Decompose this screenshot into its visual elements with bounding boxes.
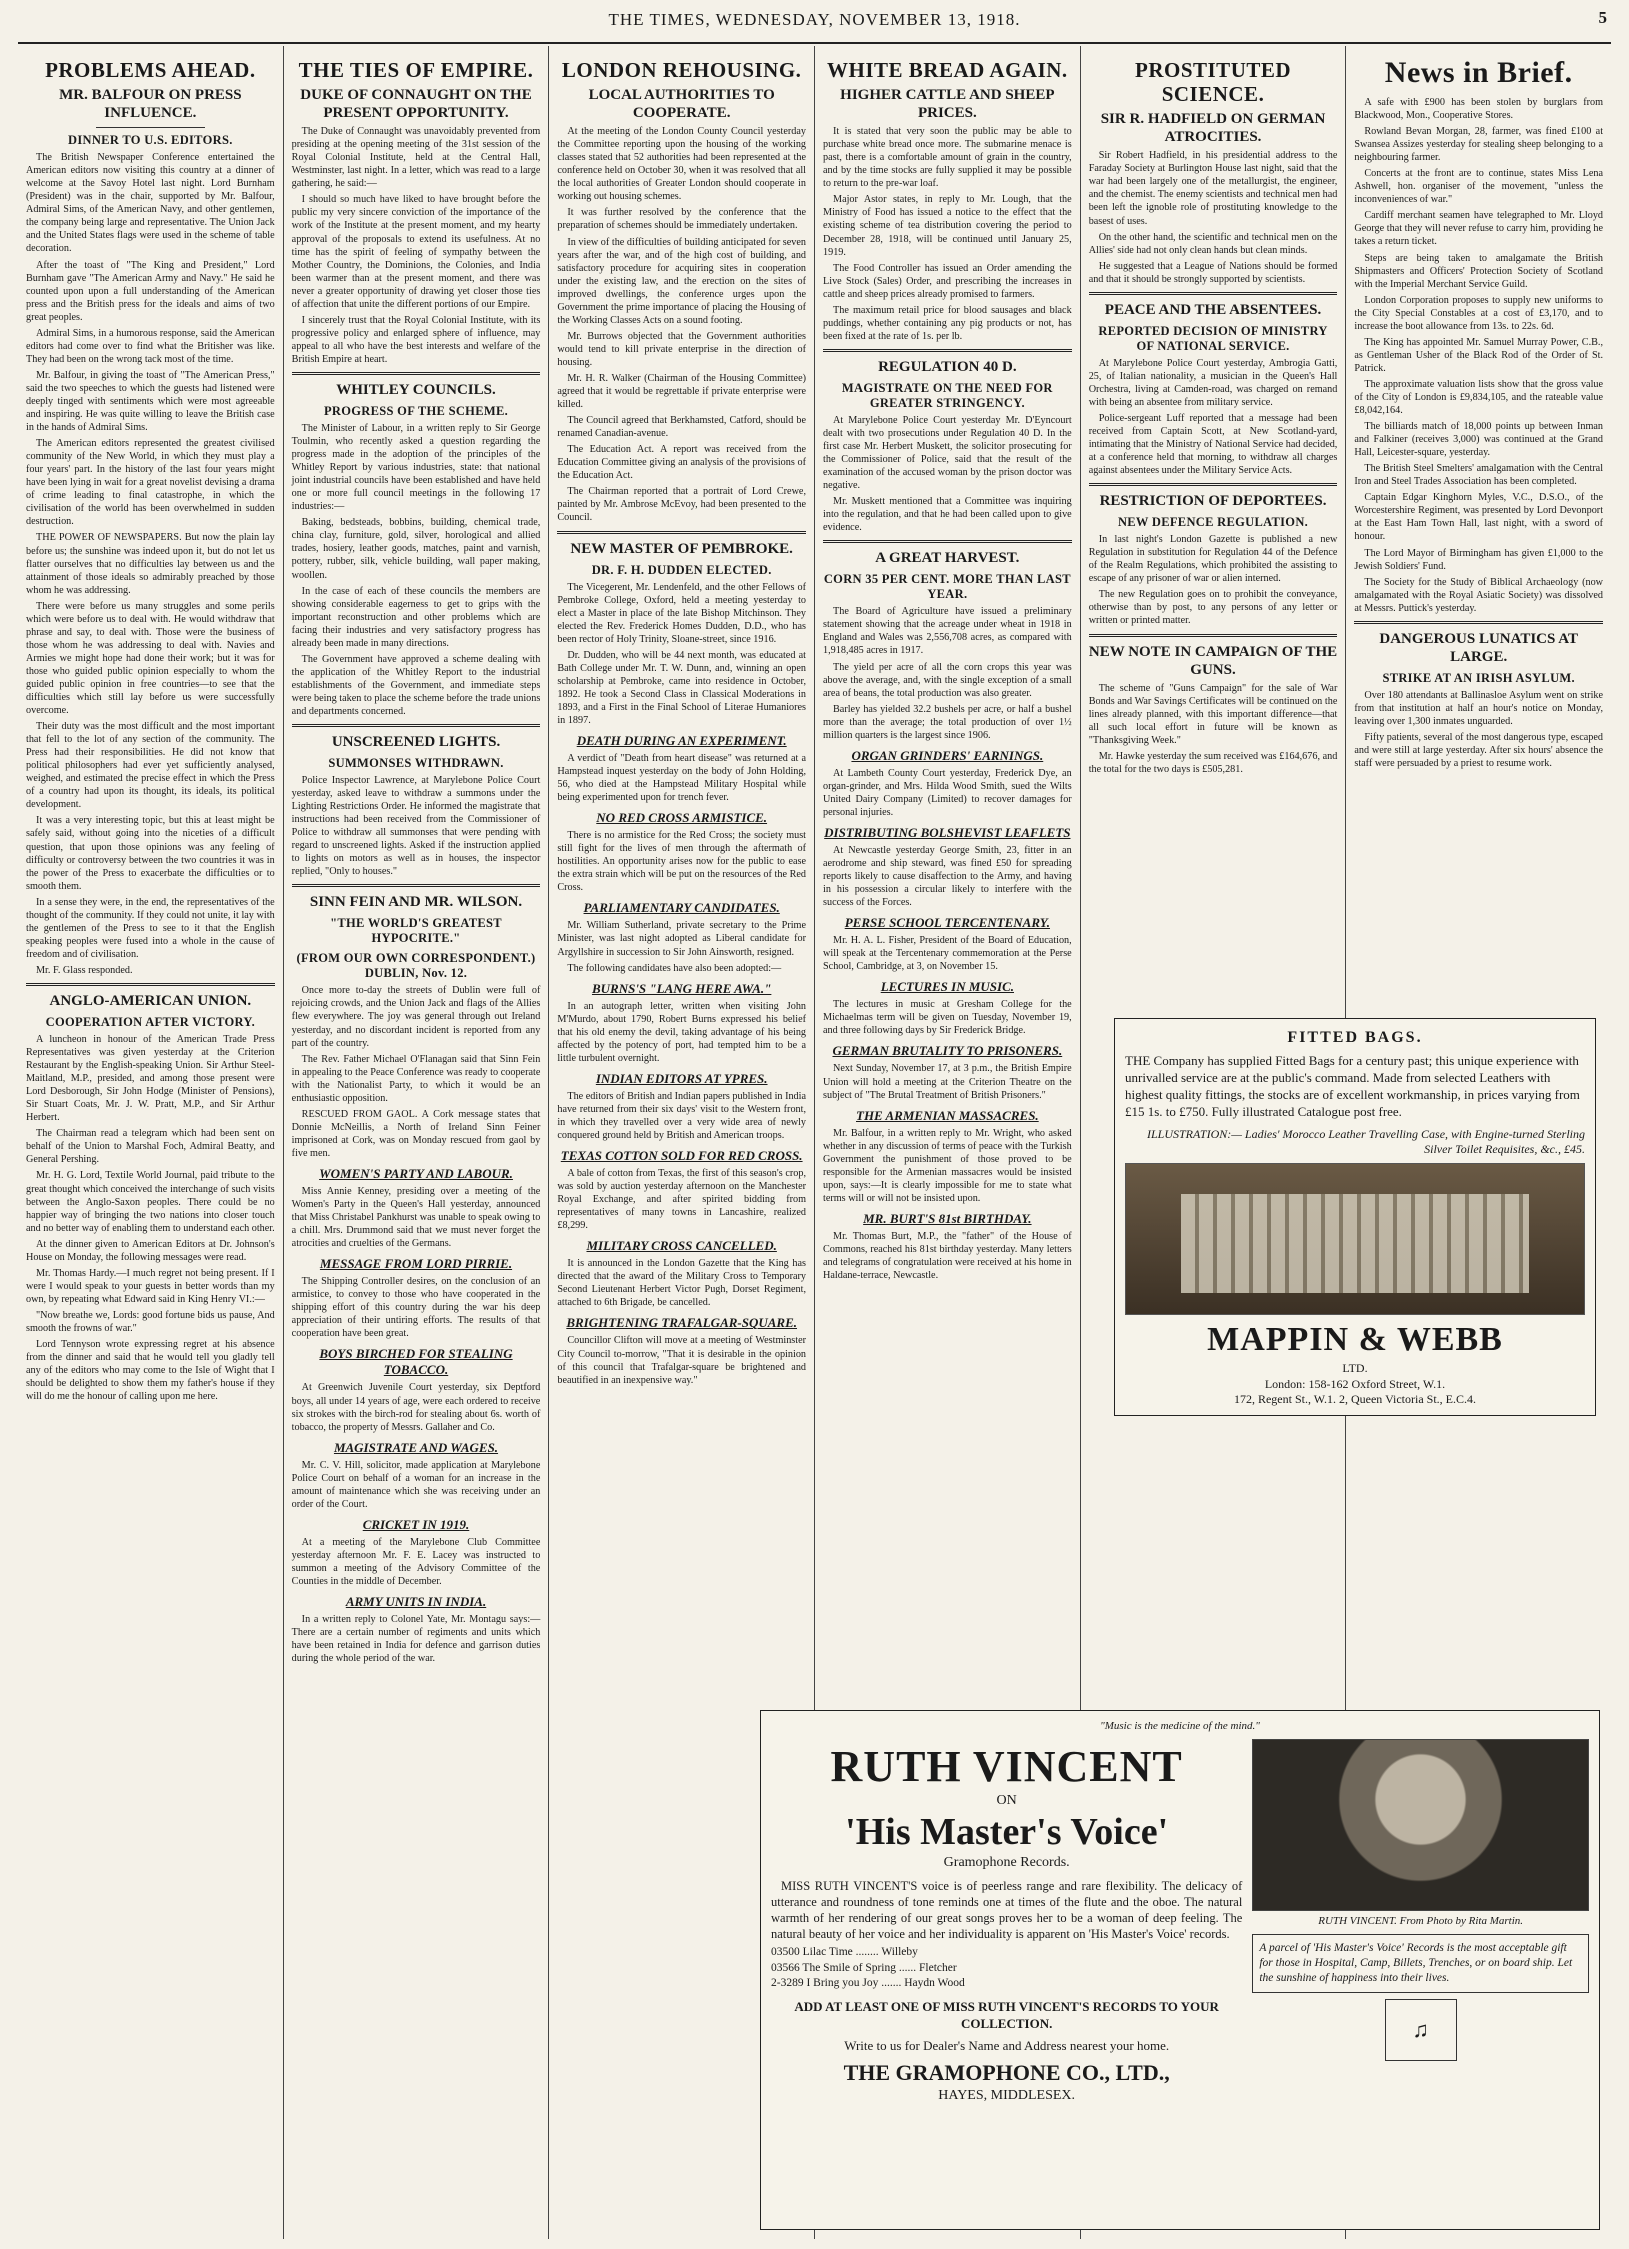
section-headline: THE ARMENIAN MASSACRES. [856, 1107, 1039, 1123]
section-headline: A GREAT HARVEST. [875, 550, 1020, 567]
section-headline: ARMY UNITS IN INDIA. [345, 1594, 487, 1610]
section-headline: NEW NOTE IN CAMPAIGN OF THE GUNS. [1088, 643, 1338, 678]
brief-item: Cardiff merchant seamen have telegraphed to Mr. Lloyd George that they will never refuse to carry him, providing he takes a return ticket. [1354, 210, 1604, 248]
paragraph: Councillor Clifton will move at a meeting of Westminster City Council to-morrow, "That it is desirable in the opinion of this council that Trafalgar-square be brightened and beautified in an inexpensive way." [557, 1335, 807, 1386]
paragraph: In a sense they were, in the end, the representatives of the thought of the community. If they could not unite, it lay with the gentlemen of the Press to see to it that the English speaking peoples were fused into a whole in the cause of freedom and of civilisation. [26, 896, 275, 960]
section-headline: PERSE SCHOOL TERCENTENARY. [844, 915, 1050, 931]
ad-lead: THE Company has supplied Fitted Bags for a century past; this unique experience with unrivalled service are at the public's command. Made from selected Leathers with highest quality fittings, the stocks are of excellent workmanship, in prices varying from £15 1s. to £750. Fully illustrated Catalogue post free. [1125, 1053, 1580, 1119]
paragraph: Barley has yielded 32.2 bushels per acre, or half a bushel more than the average; the total production of over 1½ million quarters is the largest since 1906. [823, 703, 1072, 741]
paragraph: Miss Annie Kenney, presiding over a meeting of the Women's Party in the Queen's Hall yesterday, announced that Miss Christabel Pankhurst was unable to speak owing to a chill. Mrs. Drummond said that we must never forget the atrocities and cruelties of the Germans. [291, 1186, 541, 1250]
section-headline: BURNS'S "LANG HERE AWA." [591, 980, 772, 996]
divider [292, 724, 541, 727]
record-item: 2-3289 I Bring you Joy ....... Haydn Wood [771, 1977, 965, 1990]
address-line: London: 158-162 Oxford Street, W.1. [1264, 1376, 1446, 1391]
section-headline: WHITLEY COUNCILS. [336, 381, 496, 398]
brand-name: MAPPIN & WEBB [1207, 1321, 1503, 1359]
paragraph: Their duty was the most difficult and the most important that fell to the lot of any section of the community. The Press had their responsibilities. He did not know that political philosophers had ever yet sufficiently analysed, weighed, and estimated the precise effect in which the Press of a country had upon its thought, its ideals, its political development. [26, 721, 275, 811]
paragraph: The editors of British and Indian papers published in India have returned from their six days' visit to the Western front, in which they travelled over a very wide area of newly conquered ground held by British and American troops. [557, 1090, 807, 1141]
divider [823, 540, 1072, 543]
paragraph: It was further resolved by the conference that the preparation of schemes should be immediately undertaken. [557, 207, 807, 232]
paragraph: Fifty patients, several of the most dangerous type, escaped and were still at large yesterday. After six hours' absence the staff were persuaded by a priest to resume work. [1354, 731, 1604, 769]
brief-item: London Corporation proposes to supply new uniforms to the City Special Constables at a cost of £3,170, and to increase the boot allowance from 13s. to 22s. 6d. [1354, 294, 1604, 332]
divider [1089, 483, 1338, 486]
section-deck: MAGISTRATE ON THE NEED FOR GREATER STRINGENCY. [841, 380, 1053, 410]
section-headline: PARLIAMENTARY CANDIDATES. [583, 900, 780, 916]
paragraph: At Newcastle yesterday George Smith, 23, fitter in an aerodrome and ship steward, was fined £50 for spreading reports likely to cause disaffection to the Army, and having in his possession a circular likely to interfere with the success of the Forces. [823, 844, 1072, 909]
paragraph: In view of the difficulties of building anticipated for seven years after the war, and of the high cost of building, and satisfactory procedure for acquiring sites in cooperation under the existing law, and the erection on the sites of improved dwellings, the conference urges upon the Government the prime importance of placing the Housing of the Working Classes Acts on a sound footing. [557, 236, 807, 326]
paragraph: At Marylebone Police Court yesterday Mr. D'Eyncourt dealt with two prosecutions under Regulation 40 D. In the first case Mr. Herbert Muskett, the solicitor prosecuting for the Commissioner of Police, said that the result of the examination of the accused woman by the prison doctor was negative. [823, 414, 1072, 492]
paragraph: The Council agreed that Berkhamsted, Catford, should be renamed Canadian-avenue. [557, 415, 807, 440]
column-1 [18, 46, 284, 2239]
ad-description: MISS RUTH VINCENT'S voice is of peerless range and rare flexibility. The delicacy of utterance and roundness of tone reminds one at times of the flute and the oboe. The natural warmth of her rendering of our great songs proves her to be a woman of deep feeling. The natural beauty of her voice and her individuality is apparent on 'His Master's Voice' records. [771, 1878, 1243, 1941]
section-deck: PROGRESS OF THE SCHEME. [323, 403, 509, 418]
paragraph: I should so much have liked to have brought before the public my very sincere conviction of the importance of the work of the Institute at the present moment, and my hearty approval of the proposals to extend its usefulness. At no time has the spirit of feeling of sympathy between the Mother Country, the Dominions, the Colonies, and India been warmer than at the present moment, and there was never a greater opportunity of drawing yet closer those ties of affection that unite the different portions of our Empire. [291, 194, 541, 310]
paragraph: The scheme of "Guns Campaign" for the sale of War Bonds and War Savings Certificates will be continued on the lines already planned, with this important difference—that all such local effort in future will be known as "Thanksgiving Week." [1088, 682, 1338, 746]
brand-ltd: LTD. [1342, 1361, 1368, 1376]
paragraph: The Duke of Connaught was unavoidably prevented from presiding at the opening meeting of the 31st session of the Royal Colonial Institute, held at the Central Hall, Westminster, last night. In a letter, which was read to a large gathering, he said:— [291, 126, 541, 190]
ad-motto: "Music is the medicine of the mind." [1100, 1720, 1260, 1732]
ruth-vincent-ad [760, 1710, 1600, 2230]
divider [292, 372, 541, 375]
brief-item: Concerts at the front are to continue, states Miss Lena Ashwell, hon. organiser of the movement, "unless the inconveniences of war." [1354, 168, 1604, 206]
mappin-webb-ad [1114, 1018, 1596, 1416]
paragraph: Mr. F. Glass responded. [36, 964, 133, 976]
section-deck: NEW DEFENCE REGULATION. [1117, 515, 1309, 530]
page-number: 5 [1598, 8, 1607, 27]
paragraph: It was a very interesting topic, but this at least might be safely said, without going into the niceties of a difficult question, that upon those opinions was any feeling of difficulty or controversy between the two countries it was in the power of the Press to exacerbate the difficulties or to smooth them. [26, 815, 275, 892]
paragraph: Sir Robert Hadfield, in his presidential address to the Faraday Society at Burlington House last night, said that the war had been largely one of the metallurgist, the engineer, and the chemist. The enemy scientists and technical men had been left the ignoble role of prostituting knowledge to the basest of uses. [1088, 150, 1338, 227]
section-headline: REGULATION 40 D. [878, 358, 1017, 375]
paragraph: Mr. Thomas Burt, M.P., the "father" of the House of Commons, reached his 81st birthday yesterday. Many letters and telegrams of congratulation were received at his home in Haldane-terrace, Newcastle. [823, 1230, 1072, 1282]
section-headline: MR. BURT'S 81st BIRTHDAY. [863, 1210, 1032, 1226]
section-headline: BOYS BIRCHED FOR STEALING TOBACCO. [319, 1346, 513, 1378]
brief-item: The Lord Mayor of Birmingham has given £1,000 to the Jewish Soldiers' Fund. [1354, 547, 1604, 572]
paragraph: Mr. Hawke yesterday the sum received was £164,676, and the total for the two days is £505,281. [1088, 750, 1338, 775]
artist-name: RUTH VINCENT [830, 1742, 1183, 1792]
section-headline: MESSAGE FROM LORD PIRRIE. [319, 1256, 513, 1272]
hmv-ad-area [760, 1710, 1600, 2230]
paragraph: There were before us many struggles and some perils which were before us to deal with. He would withdraw that phrase and say, to deal with. Those were the business of those whom he was addressing to deal with. Navies and Armies we might hope had done their work; but it was for those who guided public opinion especially to whom the guided public opinion in free countries—to see that the difficulties which still lay before us were successfully overcome. [26, 600, 275, 717]
paragraph: The yield per acre of all the corn crops this year was above the average, and, with the single exception of a small area of beans, the total production was also greater. [823, 661, 1072, 699]
masthead-title: THE TIMES, WEDNESDAY, NOVEMBER 13, 1918. [608, 10, 1021, 29]
paragraph: There is no armistice for the Red Cross; the society must still fight for the lives of men through the aftermath of hostilities. An opportunity arises now for the public to ease the extra strain which will be put on the resources of the Red Cross. [557, 830, 807, 894]
section-headline: BRIGHTENING TRAFALGAR-SQUARE. [566, 1315, 798, 1331]
paragraph: RESCUED FROM GAOL. A Cork message states that Donnie McNeillis, a North of Ireland Sinn Feiner imprisoned at Cork, was on Monday rescued from gaol by five men. [291, 1108, 541, 1159]
dateline: (FROM OUR OWN CORRESPONDENT.) DUBLIN, Nov. 12. [296, 951, 536, 981]
ad-area [1110, 1008, 1600, 1416]
company-address: HAYES, MIDDLESEX. [938, 2088, 1076, 2104]
paragraph: Dr. Dudden, who will be 44 next month, was educated at Bath College under Mr. T. W. Dunn, and, winning an open scholarship at Pembroke, came into residence in October, 1892. He took a Second Class in Classical Moderations in 1893, and a First in the Final School of Literae Humaniores in 1897. [557, 649, 807, 726]
news-in-brief-title: News in Brief. [1384, 56, 1573, 89]
section-deck: SUMMONSES WITHDRAWN. [328, 756, 504, 771]
section-headline: WOMEN'S PARTY AND LABOUR. [319, 1166, 513, 1181]
column-2 [284, 46, 550, 2239]
paragraph: The Minister of Labour, in a written reply to Sir George Toulmin, who recently asked a question regarding the progress made in the adoption of the principles of the Whitley Report by various industries, state: that national joint industrial councils have been established and have held one or more full council meetings in the following 17 industries:— [291, 422, 541, 513]
divider [1354, 621, 1603, 624]
paragraph: The Chairman read a telegram which had been sent on behalf of the Union to Marshal Foch, Admiral Beatty, and General Pershing. [26, 1128, 275, 1166]
brief-item: The King has appointed Mr. Samuel Murray Power, C.B., as Gentleman Usher of the Black Rod of the Order of St. Patrick. [1354, 336, 1604, 374]
paragraph: Next Sunday, November 17, at 3 p.m., the British Empire Union will hold a meeting at the Criterion Theatre on the subject of "The Brutal Treatment of British Prisoners." [823, 1063, 1072, 1101]
paragraph: "Now breathe we, Lords: good fortune bids us pause, And smooth the frowns of war." [26, 1309, 275, 1334]
paragraph: Mr. H. G. Lord, Textile World Journal, paid tribute to the great thought which conceived the interchange of such visits between the Anglo-Saxon peoples. There could be no happier way of bringing the two nations into closer touch and no better way of enabling them to understand each other. [26, 1170, 275, 1234]
ad-illustration-caption: ILLUSTRATION:— Ladies' Morocco Leather Travelling Case, with Engine-turned Sterling Silver Toilet Requisites, &c., £45. [1147, 1126, 1585, 1156]
section-deck: STRIKE AT AN IRISH ASYLUM. [1382, 670, 1575, 685]
divider [557, 531, 806, 534]
paragraph: At Greenwich Juvenile Court yesterday, six Deptford boys, all under 14 years of age, were each ordered to receive six strokes with the birch-rod for stealing about 6s. worth of tobacco, the property of Messrs. Gallaher and Co. [291, 1382, 541, 1433]
section-headline: GERMAN BRUTALITY TO PRISONERS. [832, 1043, 1063, 1059]
section-deck: DR. F. H. DUDDEN ELECTED. [591, 562, 772, 577]
divider [26, 983, 275, 986]
paragraph: The maximum retail price for blood sausages and black puddings, whether containing any pig products or not, has been fixed at the rate of 1s. per lb. [823, 304, 1072, 342]
divider [1089, 292, 1338, 295]
brief-item: The approximate valuation lists show that the gross value of the City of London is £9,834,105, and the rateable value £8,042,164. [1354, 378, 1604, 417]
artist-portrait [1252, 1739, 1589, 1911]
paragraph: In last night's London Gazette is published a new Regulation in substitution for Regulation 44 of the Defence of the Realm Regulations, which prohibited the assisting to escape of any prisoner of war or alien interned. [1088, 534, 1338, 585]
paragraph: Mr. Muskett mentioned that a Committee was inquiring into the regulation, and that he had been called upon to give evidence. [823, 496, 1072, 534]
paragraph: A luncheon in honour of the American Trade Press Representatives was given yesterday at the Criterion Restaurant by the English-speaking Union. Sir Arthur Steel-Maitland, M.P., presided, and among those present were Lord Desborough, Sir John Hodge (Minister of Pensions), Sir Stuart Coats, Mr. J. W. Pratt, M.P., and Sir Arthur Herbert. [26, 1034, 275, 1124]
paragraph: The Government have approved a scheme dealing with the application of the Whitley Report to the industrial establishments of the Government, and immediate steps were being taken to place the scheme before the trade unions and departments concerned. [291, 653, 541, 717]
paragraph: At Marylebone Police Court yesterday, Ambrogia Gatti, 25, of Italian nationality, a musician in the Queen's Hall Orchestra, living at Camden-road, was charged on remand with being an absentee from military service. [1088, 357, 1338, 408]
paragraph: It is announced in the London Gazette that the King has directed that the award of the Military Cross to Temporary Second Lieutenant Herbert Victor Pugh, Dorset Regiment, attached to 6th Brigade, be cancelled. [557, 1258, 807, 1309]
paragraph: Police-sergeant Luff reported that a message had been received from Captain Scott, at New Scotland-yard, intimating that the Ministry of National Service had decided, at a conference held that morning, to withdraw all charges against absentees under the Military Service Acts. [1088, 412, 1338, 477]
paragraph: It is stated that very soon the public may be able to purchase white bread once more. The submarine menace is past, there is a comfortable amount of grain in the country, and by the time stocks are fully supplied it may be possible to return to the pre-war loaf. [823, 126, 1072, 190]
ad-gramophone: Gramophone Records. [943, 1854, 1070, 1870]
paragraph: At the meeting of the London County Council yesterday the Committee reporting upon the housing of the working classes stated that 52 authorities had been represented at the conference held on October 30, when it was resolved that all the local authorities of Greater London should cooperate in working out housing schemes. [557, 126, 807, 203]
paragraph: At a meeting of the Marylebone Club Committee yesterday afternoon Mr. F. E. Lacey was instructed to summon a meeting of the Advisory Committee of the Counties in the middle of December. [291, 1536, 541, 1587]
masthead [18, 0, 1611, 44]
paragraph: The American editors represented the greatest civilised community of the New World, in which they must play a four years' part. In the history of the last four years might have been lying in wait for a great novelist devising a drama of crime leading to final catastrophe, in which the civilisation of the world has been overwhelmed in sudden destruction. [26, 438, 275, 528]
paragraph: Major Astor states, in reply to Mr. Lough, that the Ministry of Food has issued a notice to the effect that the existing scheme of tea distribution covering the period to December 28, 1918, will be continued until January 25, 1919. [823, 194, 1072, 258]
section-headline: MILITARY CROSS CANCELLED. [586, 1238, 777, 1254]
headline: THE TIES OF EMPIRE. [298, 58, 534, 82]
travelling-case-illustration [1125, 1163, 1585, 1315]
photo-caption: RUTH VINCENT. From Photo by Rita Martin. [1318, 1915, 1524, 1928]
divider [96, 127, 205, 128]
paragraph: Over 180 attendants at Ballinasloe Asylum went on strike from that institution at half an hour's notice on Monday, leaving over 1,300 inmates unguarded. [1354, 689, 1604, 727]
gift-note: A parcel of 'His Master's Voice' Records is the most acceptable gift for those in Hospital, Camp, Billets, Trenches, or on board ship. Let the sunshine of happiness into their lives. [1252, 1934, 1589, 1993]
deck: MR. BALFOUR ON PRESS INFLUENCE. [59, 87, 242, 122]
ad-text-block [771, 1739, 1242, 2105]
brief-item: Steps are being taken to amalgamate the British Shipmasters and Officers' Protection Society of Scotland with the Imperial Merchant Service Guild. [1354, 252, 1604, 290]
section-headline: PEACE AND THE ABSENTEES. [1104, 301, 1322, 318]
section-headline: CRICKET IN 1919. [362, 1516, 470, 1532]
paragraph: Mr. Burrows objected that the Government authorities would tend to kill private enterprise in the direction of housing. [557, 330, 807, 368]
brief-item: The Society for the Study of Biblical Archaeology (now amalgamated with the Royal Asiatic Society) was dissolved at Messrs. Puttick's yesterday. [1354, 576, 1604, 614]
paragraph: The British Newspaper Conference entertained the American editors now visiting this country at a dinner of welcome at the Savoy Hotel last night. Lord Burnham (President) was in the chair, supported by Mr. Balfour, Admiral Sims, of the American Navy, and other gentlemen, the company being large and representative. The Union Jack and the United States flags were used in the scheme of table decoration. [26, 152, 275, 255]
paragraph: The new Regulation goes on to prohibit the conveyance, otherwise than by post, to any persons of any letter or written or printed matter. [1088, 589, 1338, 627]
divider [1089, 634, 1338, 637]
ad-side [1252, 1739, 1589, 2105]
ad-write: Write to us for Dealer's Name and Address nearest your home. [844, 2038, 1170, 2054]
paragraph: Baking, bedsteads, bobbins, building, chemical trade, china clay, furniture, gold, silver, horological and allied trades, hosiery, leather goods, matches, paint and varnish, pottery, rubber, silk, vehicle building, wall paper making, woollen. [291, 517, 541, 581]
hmv-title: 'His Master's Voice' [845, 1810, 1169, 1853]
record-item: 03566 The Smile of Spring ...... Fletcher [771, 1961, 957, 1974]
section-deck: CORN 35 PER CENT. MORE THAN LAST YEAR. [823, 572, 1071, 602]
section-headline: NEW MASTER OF PEMBROKE. [570, 540, 793, 557]
section-deck: COOPERATION AFTER VICTORY. [45, 1015, 256, 1029]
brief-item: The billiards match of 18,000 points up between Inman and Falkiner (receives 3,000) was continued at the Grand Hall, Leicester-square, yesterday. [1354, 421, 1604, 459]
paragraph: Police Inspector Lawrence, at Marylebone Police Court yesterday, asked leave to withdraw a summons under the Lighting Restrictions Order. He informed the magistrate that instructions had been received from the Commissioner of Police to withdraw all summonses that were pending with regard to unscreened lights. Asked if the instruction applied to lights on motors as well as in houses, the inspector replied, "Only to houses." [291, 775, 541, 878]
paragraph: At Lambeth County Court yesterday, Frederick Dye, an organ-grinder, and Mrs. Hilda Wood Smith, sued the Wilts United Dairy Company (Limited) to recover damages for personal injuries. [823, 767, 1072, 818]
subhead: DINNER TO U.S. EDITORS. [68, 133, 233, 148]
record-item: 03500 Lilac Time ........ Willeby [771, 1945, 918, 1958]
section-headline: ANGLO-AMERICAN UNION. [49, 993, 252, 1009]
headline: PROBLEMS AHEAD. [45, 58, 256, 82]
paragraph: Admiral Sims, in a humorous response, said the American editors had come over to find what the Britisher was like. They had been on the wrong tack most of the time. [26, 327, 275, 365]
section-headline: RESTRICTION OF DEPORTEES. [1099, 493, 1327, 510]
deck: DUKE OF CONNAUGHT ON THE PRESENT OPPORTUNITY. [300, 87, 532, 122]
paragraph: A bale of cotton from Texas, the first of this season's crop, was sold by auction yesterday afternoon on the Manchester Royal Exchange, and after spirited bidding from representatives of many towns in Lancashire, realized £8,299. [557, 1168, 807, 1232]
address-line: 172, Regent St., W.1. 2, Queen Victoria St., E.C.4. [1233, 1392, 1477, 1406]
his-masters-voice-logo-icon: ♫ [1385, 1999, 1457, 2061]
section-headline: DISTRIBUTING BOLSHEVIST LEAFLETS [824, 824, 1071, 840]
paragraph: In a written reply to Colonel Yate, Mr. Montagu says:—There are a certain number of regiments and units which have been retained in India for defence and garrison duties during the whole period of the war. [291, 1614, 541, 1665]
ad-cta: ADD AT LEAST ONE OF MISS RUTH VINCENT'S RECORDS TO YOUR COLLECTION. [794, 1999, 1219, 2031]
paragraph: At the dinner given to American Editors at Dr. Johnson's House on Monday, the following messages were read. [26, 1238, 275, 1263]
paragraph: The Education Act. A report was received from the Education Committee giving an analysis of the provisions of the Education Act. [557, 444, 807, 482]
ad-body [771, 1739, 1589, 2105]
paragraph: He suggested that a League of Nations should be formed and that it should be strongly supported by scientists. [1088, 260, 1338, 285]
deck: SIR R. HADFIELD ON GERMAN ATROCITIES. [1100, 111, 1326, 146]
divider [823, 349, 1072, 352]
deck: LOCAL AUTHORITIES TO COOPERATE. [588, 87, 775, 122]
section-headline: SINN FEIN AND MR. WILSON. [309, 894, 523, 911]
headline: LONDON REHOUSING. [561, 58, 802, 82]
paragraph: Mr. H. A. L. Fisher, President of the Board of Education, will speak at the Tercentenary commemoration at the Perse School, Cambridge, at 3, on November 15. [823, 935, 1072, 973]
paragraph: The Rev. Father Michael O'Flanagan said that Sinn Fein in appealing to the Peace Conference was ready to cooperate with the Nationalist Party, to which it would be an enthusiastic opposition. [291, 1053, 541, 1104]
paragraph: A verdict of "Death from heart disease" was returned at a Hampstead inquest yesterday on the body of John Holding, 56, who died at the Hampstead Military Hospital while being experimented upon for trench fever. [557, 753, 807, 804]
section-headline: DANGEROUS LUNATICS AT LARGE. [1379, 630, 1579, 665]
paragraph: After the toast of "The King and President," Lord Burnham gave "The American Army and Navy." He said he counted upon upon a full understanding of the American press and the British press for the ideals and aims of two great peoples. [26, 259, 275, 323]
paragraph: On the other hand, the scientific and technical men on the Allies' side had not only clean hands but clean minds. [1088, 231, 1338, 256]
deck: HIGHER CATTLE AND SHEEP PRICES. [840, 87, 1055, 122]
paragraph: Mr. H. R. Walker (Chairman of the Housing Committee) agreed that it would be regrettable if private enterprise were killed. [557, 372, 807, 411]
section-headline: UNSCREENED LIGHTS. [331, 734, 501, 751]
section-deck: "THE WORLD'S GREATEST HYPOCRITE." [330, 916, 502, 946]
brief-item: Rowland Bevan Morgan, 28, farmer, was fined £100 at Swansea Assizes yesterday for stealing sheep belonging to a neighbouring farmer. [1354, 126, 1604, 164]
paragraph: Mr. Thomas Hardy.—I much regret not being present. If I were I would speak to your guests in better words than my own, by repeating what Edward said in King Henry VI.:— [26, 1267, 275, 1305]
divider [292, 884, 541, 887]
paragraph: In the case of each of these councils the members are showing considerable eagerness to get to grips with the important reconstruction and other problems which are facing their industries and very satisfactory progress has already been made in many directions. [291, 585, 541, 649]
section-deck: REPORTED DECISION OF MINISTRY OF NATIONAL SERVICE. [1098, 323, 1328, 353]
paragraph: Mr. C. V. Hill, solicitor, made application at Marylebone Police Court on behalf of a woman for an increase in the amount of maintenance which she was receiving under an order of the Court. [291, 1459, 541, 1510]
company-name: THE GRAMOPHONE CO., LTD., [843, 2059, 1170, 2085]
paragraph: Mr. Balfour, in giving the toast of "The American Press," said the two speeches to which the guests had listened were deeply tinged with sentiments which were most agreeable and inspiring. He was quite willing to leave the British case in the hands of Admiral Sims. [26, 369, 275, 434]
paragraph: The lectures in music at Gresham College for the Michaelmas term will be given on Tuesday, November 19, and three following days by Sir Frederick Bridge. [823, 999, 1072, 1037]
paragraph: Lord Tennyson wrote expressing regret at his absence from the dinner and said that he would tell you gladly tell any of the editors who may come to the Isle of Wight that I should be delighted to show them my father's house if they will do me the honour of calling upon me here. [26, 1339, 275, 1403]
section-headline: LECTURES IN MUSIC. [880, 979, 1014, 995]
paragraph: The following candidates have also been adopted:— [567, 962, 782, 974]
section-headline: MAGISTRATE AND WAGES. [333, 1439, 499, 1455]
brief-item: The British Steel Smelters' amalgamation with the Central Iron and Steel Trades Association has been completed. [1354, 463, 1604, 488]
section-headline: TEXAS COTTON SOLD FOR RED CROSS. [560, 1148, 803, 1164]
brief-item: Captain Edgar Kinghorn Myles, V.C., D.S.O., of the Worcestershire Regiment, was presented by Lord Devonport at the East Ham Town Hall, last night, with a sword of honour. [1354, 492, 1604, 543]
ad-on: ON [996, 1793, 1017, 1809]
brief-item: A safe with £900 has been stolen by burglars from Blackwood, Mon., Cooperative Stores. [1354, 97, 1604, 122]
paragraph: Mr. William Sutherland, private secretary to the Prime Minister, was last night adopted as Liberal candidate for Argyllshire in succession to Sir John Ainsworth, resigned. [557, 920, 807, 958]
headline: WHITE BREAD AGAIN. [827, 58, 1068, 82]
section-headline: DEATH DURING AN EXPERIMENT. [576, 733, 787, 749]
paragraph: Once more to-day the streets of Dublin were full of rejoicing crowds, and the Union Jack and flags of the Allies flew everywhere. The joy was general through out Ireland yesterday, and no discordant incident is reported from any part of the country. [291, 985, 541, 1049]
section-headline: ORGAN GRINDERS' EARNINGS. [851, 747, 1044, 763]
paragraph: The Chairman reported that a portrait of Lord Crewe, painted by Mr. Ambrose McEvoy, had been presented to the Council. [557, 486, 807, 524]
paragraph: The Board of Agriculture have issued a preliminary statement showing that the acreage under wheat in 1918 in England and Wales was 2,556,708 acres, as compared with 1,918,485 acres in 1917. [823, 606, 1072, 657]
headline: PROSTITUTED SCIENCE. [1135, 58, 1292, 107]
paragraph: Mr. Balfour, in a written reply to Mr. Wright, who asked whether in any discussion of terms of peace with the Turkish Government the punishment of those proved to be responsible for the Armenian massacres would be insisted upon, says:—It is clearly impossible for me to state what terms will or will not be insisted upon. [823, 1127, 1072, 1204]
paragraph: The Vicegerent, Mr. Lendenfeld, and the other Fellows of Pembroke College, Oxford, held a meeting yesterday to elect a Master in place of the late Bishop Mitchinson. They elected the Rev. Frederick Homes Dudden, D.D., who has been rector of Holy Trinity, Sloane-street, since 1916. [557, 581, 807, 645]
paragraph: THE POWER OF NEWSPAPERS. But now the plain lay before us; the sunshine was indeed upon it, but do not let us flatter ourselves that no difficulties lay between us and the attainment of those ideals so admirably preached by those whom he was addressing. [26, 532, 275, 596]
paragraph: The Shipping Controller desires, on the conclusion of an armistice, to convey to those who have cooperated in the shipping effort of this country during the war his deep appreciation of their untiring efforts. The results of that cooperation have been great. [291, 1276, 541, 1340]
paragraph: The Food Controller has issued an Order amending the Live Stock (Sales) Order, and prescribing the increases in cattle and sheep prices already promised to farmers. [823, 262, 1072, 300]
paragraph: In an autograph letter, written when visiting John M'Murdo, about 1790, Robert Burns expressed his belief that his old enemy the devil, taking advantage of his being affected by the potency of port, had tempted him to be a little turbulent overnight. [557, 1000, 807, 1064]
ad-title: FITTED BAGS. [1287, 1029, 1423, 1046]
section-headline: NO RED CROSS ARMISTICE. [596, 810, 768, 826]
section-headline: INDIAN EDITORS AT YPRES. [595, 1070, 768, 1086]
paragraph: I sincerely trust that the Royal Colonial Institute, with its progressive policy and enlarged sphere of influence, may appeal to all who have the best interests and welfare of the British Empire at heart. [291, 314, 541, 365]
